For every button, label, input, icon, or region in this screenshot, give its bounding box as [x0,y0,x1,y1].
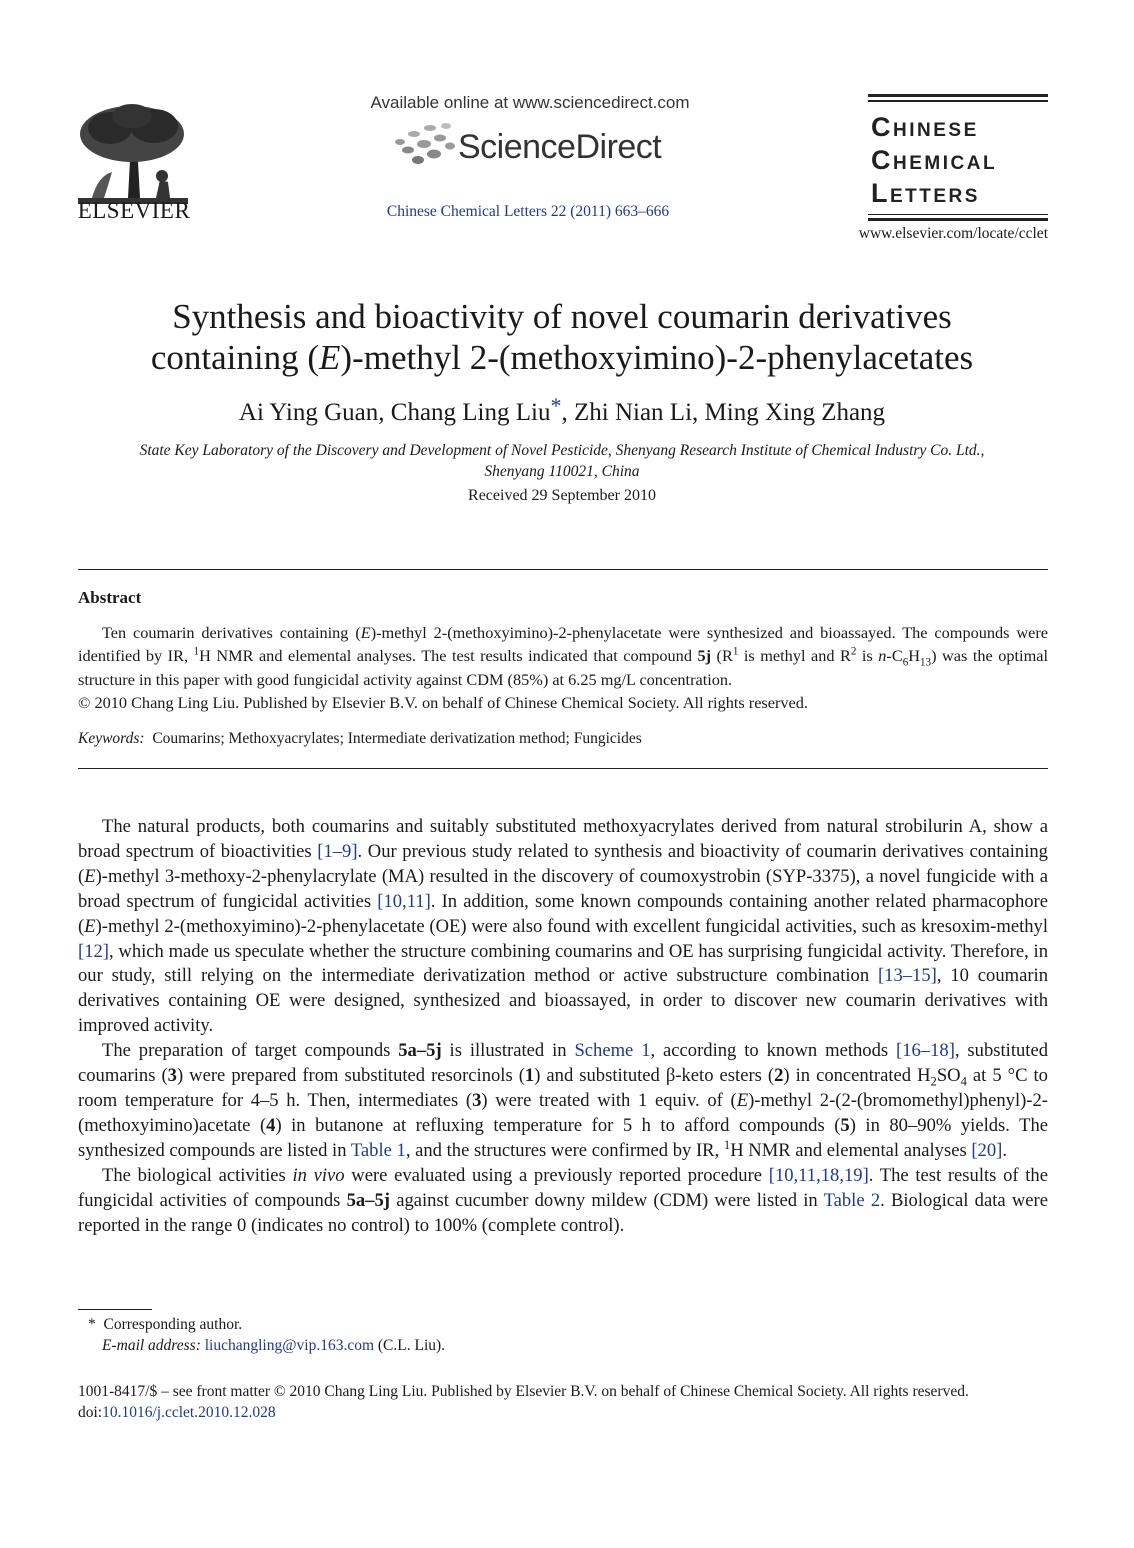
article-title [60,296,1064,378]
body-paragraph-1: The natural products, both coumarins and suitably substituted methoxyacrylates derived from natural strobilurin A, show a broad spectrum of bioactivities [1–9]. Our previous study related to synthesis and bioactivity of coumarin derivatives containing (E)-methyl 3-methoxy-2-phenylacrylate (MA) resulted in the discovery of coumoxystrobin (SYP-3375), a novel fungicide with a broad spectrum of fungicidal activities [10,11]. In addition, some known compounds containing another related pharmacophore (E)-methyl 2-(methoxyimino)-2-phenylacetate (OE) were also found with excellent fungicidal activities, such as kresoxim-methyl [12], which made us speculate whether the structure combining coumarins and OE has surprising fungicidal activity. Therefore, in our study, still relying on the intermediate derivatization method or active substructure combination [13–15], 10 coumarin derivatives containing OE were designed, synthesized and bioassayed, in order to discover new coumarin derivatives with improved activity. [78,816,1048,1037]
received-date: Received 29 September 2010 [468,487,656,504]
corresponding-author-note: * Corresponding author. [88,1316,243,1333]
ref-link[interactable]: [16–18] [896,1040,955,1062]
ref-link[interactable]: [20] [971,1139,1003,1161]
abstract-copyright: © 2010 Chang Ling Liu. Published by Elsevier B.V. on behalf of Chinese Chemical Society. All rights reserved. [78,692,808,712]
doi-link[interactable]: 10.1016/j.cclet.2010.12.028 [102,1404,276,1421]
affiliation: State Key Laboratory of the Discovery and Development of Novel Pesticide, Shenyang Research Institute of Chemical Industry Co. Ltd., Shenyang 110021, China [139,442,985,480]
email-link[interactable]: liuchangling@vip.163.com [204,1337,375,1354]
journal-logo-line-2: Chemical [871,144,998,175]
abstract-heading: Abstract [78,588,142,607]
article-title-line-2: containing (E)-methyl 2-(methoxyimino)-2-phenylacetates [150,338,974,377]
journal-logo-rule-bottom-thin [868,214,1048,216]
journal-logo-text [868,105,1048,214]
journal-logo-rule-bottom [868,218,1048,221]
body-paragraph-3: The biological activities in vivo were evaluated using a previously reported procedure [10,11,18,19]. The test results of the fungicidal activities of compounds 5a–5j against cucumber downy mildew (CDM) were listed in Table 2. Biological data were reported in the range 0 (indicates no control) to 100% (complete control). [78,1164,1048,1236]
journal-citation-link[interactable]: Chinese Chemical Letters 22 (2011) 663–666 [386,203,670,220]
journal-logo-rule-top [868,94,1048,97]
article-title-line-1: Synthesis and bioactivity of novel coumarin derivatives [172,297,952,336]
footnote-rule [78,1309,152,1310]
ref-link[interactable]: [10,11] [377,890,431,912]
journal-logo-rule-top-thin [868,100,1048,102]
email-note: E-mail address: liuchangling@vip.163.com (C.L. Liu). [102,1337,446,1354]
author-list: Ai Ying Guan, Chang Ling Liu*, Zhi Nian Li, Ming Xing Zhang [238,393,886,426]
keywords-line [78,730,1048,748]
keywords-list: Coumarins; Methoxyacrylates; Intermediate derivatization method; Fungicides [152,730,642,747]
doi-line: doi:10.1016/j.cclet.2010.12.028 [78,1404,276,1421]
ref-link[interactable]: [13–15] [877,965,937,987]
journal-logo-line-1: Chinese [871,111,979,142]
article-body [78,815,1048,1238]
table-link[interactable]: Table 2 [823,1189,881,1211]
abstract-body [78,621,1048,714]
ref-link[interactable]: [12] [78,940,109,962]
sciencedirect-brand[interactable]: ScienceDirect [458,128,662,166]
scheme-link[interactable]: Scheme 1 [574,1040,651,1062]
table-link[interactable]: Table 1 [350,1139,406,1161]
journal-url[interactable]: www.elsevier.com/locate/cclet [858,225,1048,242]
available-online-text[interactable]: Available online at www.sciencedirect.com [370,93,690,112]
publisher-logo-text: ELSEVIER [77,198,191,223]
journal-logo-line-3: Letters [871,177,980,208]
ref-link[interactable]: [1–9] [317,840,358,862]
body-paragraph-2: The preparation of target compounds 5a–5j is illustrated in Scheme 1, according to known methods [16–18], substituted coumarins (3) were prepared from substituted resorcinols (1) and substituted β-keto esters (2) in concentrated $H_2SO_4$ at 5 °C to room temperature for 4–5 h. Then, intermediates (3) were treated with 1 equiv. of (E)-methyl 2-(2-(bromomethyl)phenyl)-2-(methoxyimino)acetate (4) in butanone at refluxing temperature for 5 h to afford compounds (5) in 80–90% yields. The synthesized compounds are listed in Table 1, and the structures were confirmed by IR, $^1$H NMR and elemental analyses [20]. [78,1040,1049,1161]
keywords-label: Keywords: [78,730,145,747]
abstract-paragraph: Ten coumarin derivatives containing (E)-methyl 2-(methoxyimino)-2-phenylacetate were synthesized and bioassayed. The compounds were identified by IR, $^1$H NMR and elemental analyses. The test results indicated that compound 5j ($R^1$ is methyl and $R^2$ is $n-C_6H_{13}$) was the optimal structure in this paper with good fungicidal activity against CDM (85%) at 6.25 mg/L concentration. [78,623,1048,689]
ref-link[interactable]: [10,11,18,19] [768,1164,869,1186]
abstract-bottom-rule [78,768,1048,769]
issn-line: 1001-8417/$ – see front matter © 2010 Chang Ling Liu. Published by Elsevier B.V. on behalf of Chinese Chemical Society. All rights reserved. [78,1383,969,1400]
journal-logo-box [868,94,1048,224]
corresponding-author-marker[interactable]: * [550,393,562,418]
abstract-top-rule [78,569,1048,570]
